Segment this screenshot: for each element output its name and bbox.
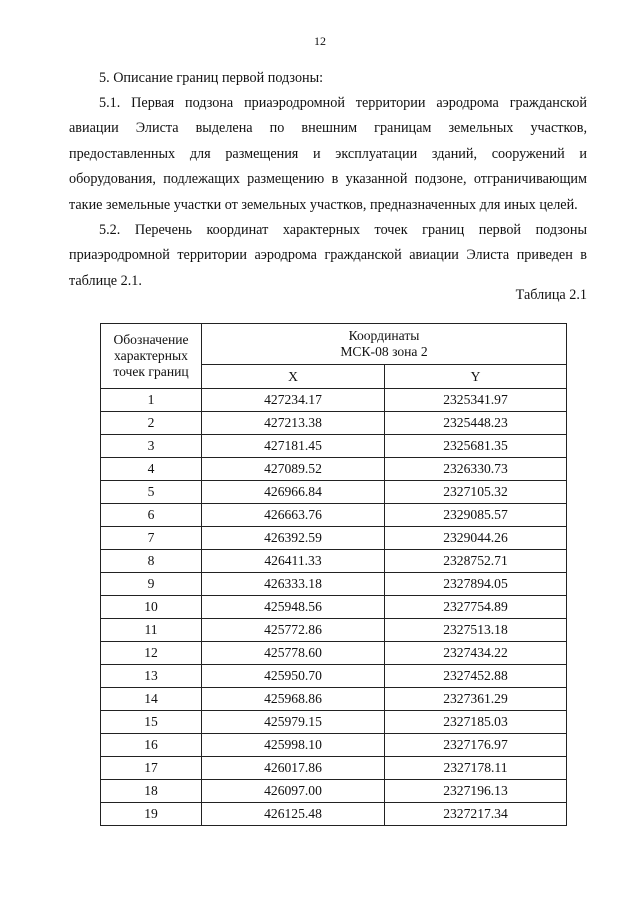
table-row: [101, 550, 567, 573]
header-point-line: точек границ: [113, 364, 189, 379]
point-number-cell: 14: [101, 688, 202, 711]
y-coordinate-cell: 2327894.05: [385, 573, 567, 596]
y-coordinate-cell: 2327105.32: [385, 481, 567, 504]
y-coordinate-cell: 2327361.29: [385, 688, 567, 711]
y-coordinate-cell: 2327176.97: [385, 734, 567, 757]
point-number-cell: 10: [101, 596, 202, 619]
y-coordinate-cell: 2326330.73: [385, 458, 567, 481]
point-number-cell: 5: [101, 481, 202, 504]
table-row: [101, 527, 567, 550]
table-row: [101, 481, 567, 504]
table-row: [101, 596, 567, 619]
y-coordinate-cell: 2327196.13: [385, 780, 567, 803]
paragraph-5-1: 5.1. Первая подзона приаэродромной территории аэродрома гражданской авиации Элиста выделена по внешним границам земельных участков, предоставленных для размещения и эксплуатации зданий, сооружений и оборудования, подлежащих размещению в указанной подзоне, отграничивающим такие земельные участки от земельных участков, предназначенных для иных целей.: [69, 95, 587, 213]
table-row: [101, 389, 567, 412]
table-row: [101, 619, 567, 642]
table-row: [101, 435, 567, 458]
header-y: Y: [385, 365, 567, 389]
x-coordinate-cell: 425948.56: [202, 596, 385, 619]
header-coordinates: [202, 324, 567, 365]
x-coordinate-cell: 427089.52: [202, 458, 385, 481]
table-row: [101, 803, 567, 826]
section-heading: 5. Описание границ первой подзоны:: [99, 70, 324, 86]
table-row: [101, 734, 567, 757]
point-number-cell: 7: [101, 527, 202, 550]
x-coordinate-cell: 426125.48: [202, 803, 385, 826]
point-number-cell: 16: [101, 734, 202, 757]
x-coordinate-cell: 427213.38: [202, 412, 385, 435]
x-coordinate-cell: 425778.60: [202, 642, 385, 665]
table-row: [101, 642, 567, 665]
table-row: [101, 458, 567, 481]
point-number-cell: 2: [101, 412, 202, 435]
y-coordinate-cell: 2327434.22: [385, 642, 567, 665]
point-number-cell: 11: [101, 619, 202, 642]
x-coordinate-cell: 425968.86: [202, 688, 385, 711]
point-number-cell: 4: [101, 458, 202, 481]
point-number-cell: 15: [101, 711, 202, 734]
header-point-line: характерных: [114, 348, 188, 363]
table-row: [101, 504, 567, 527]
x-coordinate-cell: 426017.86: [202, 757, 385, 780]
paragraph-5-2: 5.2. Перечень координат характерных точек границ первой подзоны приаэродромной территории аэродрома гражданской авиации Элиста приведен в таблице 2.1.: [69, 222, 587, 289]
table-body: [101, 389, 567, 826]
x-coordinate-cell: 427181.45: [202, 435, 385, 458]
table-row: [101, 573, 567, 596]
point-number-cell: 17: [101, 757, 202, 780]
x-coordinate-cell: 426966.84: [202, 481, 385, 504]
x-coordinate-cell: 426097.00: [202, 780, 385, 803]
x-coordinate-cell: 425950.70: [202, 665, 385, 688]
point-number-cell: 9: [101, 573, 202, 596]
table-row: [101, 412, 567, 435]
table-header: [101, 324, 567, 389]
table-row: [101, 780, 567, 803]
point-number-cell: 12: [101, 642, 202, 665]
y-coordinate-cell: 2325448.23: [385, 412, 567, 435]
y-coordinate-cell: 2329044.26: [385, 527, 567, 550]
y-coordinate-cell: 2327185.03: [385, 711, 567, 734]
header-x: X: [202, 365, 385, 389]
y-coordinate-cell: 2325341.97: [385, 389, 567, 412]
point-number-cell: 3: [101, 435, 202, 458]
x-coordinate-cell: 426333.18: [202, 573, 385, 596]
y-coordinate-cell: 2327452.88: [385, 665, 567, 688]
point-number-cell: 1: [101, 389, 202, 412]
table-row: [101, 665, 567, 688]
x-coordinate-cell: 426392.59: [202, 527, 385, 550]
table-caption: Таблица 2.1: [515, 287, 587, 303]
y-coordinate-cell: 2327754.89: [385, 596, 567, 619]
point-number-cell: 18: [101, 780, 202, 803]
table-row: [101, 711, 567, 734]
table-row: [101, 688, 567, 711]
x-coordinate-cell: 426411.33: [202, 550, 385, 573]
header-point-line: Обозначение: [113, 332, 189, 347]
y-coordinate-cell: 2327217.34: [385, 803, 567, 826]
point-number-cell: 19: [101, 803, 202, 826]
point-number-cell: 13: [101, 665, 202, 688]
header-coords-line: Координаты: [348, 328, 420, 344]
x-coordinate-cell: 425998.10: [202, 734, 385, 757]
y-coordinate-cell: 2329085.57: [385, 504, 567, 527]
x-coordinate-cell: 426663.76: [202, 504, 385, 527]
y-coordinate-cell: 2325681.35: [385, 435, 567, 458]
point-number-cell: 6: [101, 504, 202, 527]
coordinates-table: [100, 323, 567, 826]
header-point-designation: [101, 324, 202, 389]
y-coordinate-cell: 2327513.18: [385, 619, 567, 642]
x-coordinate-cell: 425772.86: [202, 619, 385, 642]
table-row: [101, 757, 567, 780]
y-coordinate-cell: 2328752.71: [385, 550, 567, 573]
y-coordinate-cell: 2327178.11: [385, 757, 567, 780]
point-number-cell: 8: [101, 550, 202, 573]
header-coords-line: МСК-08 зона 2: [340, 344, 428, 360]
page-number: 12: [314, 34, 326, 48]
x-coordinate-cell: 425979.15: [202, 711, 385, 734]
x-coordinate-cell: 427234.17: [202, 389, 385, 412]
